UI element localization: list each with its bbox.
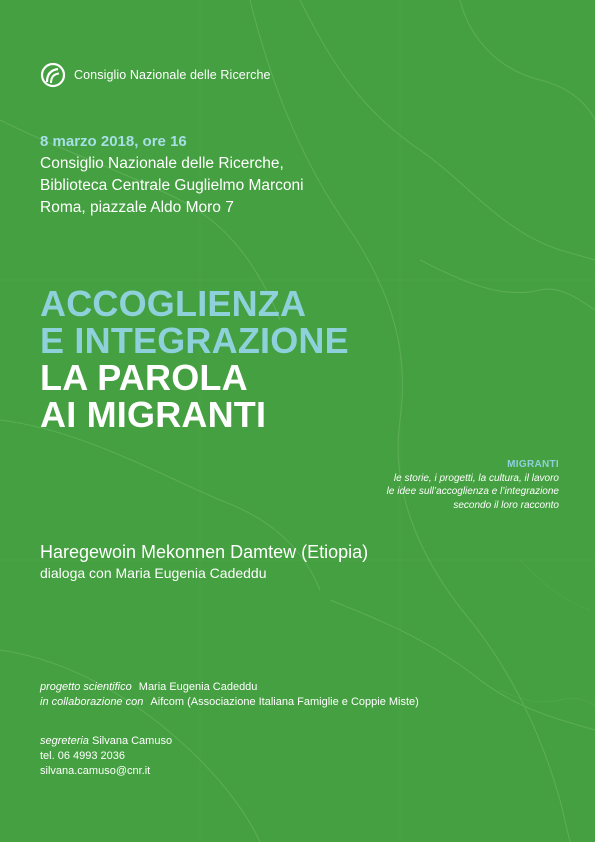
dialog-prefix: dialoga con xyxy=(40,565,112,581)
dialog-line xyxy=(40,564,368,583)
logo-text: Consiglio Nazionale delle Ricerche xyxy=(74,68,271,82)
contact-block xyxy=(40,734,172,779)
secretary-name: Silvana Camuso xyxy=(91,735,173,747)
title-line-3: LA PAROLA xyxy=(40,357,248,398)
collaboration-value: Aifcom (Associazione Italiana Famiglie e Coppie Miste) xyxy=(150,696,419,708)
collaboration-credit xyxy=(40,695,419,710)
title-line-2: E INTEGRAZIONE xyxy=(40,320,349,361)
series-description xyxy=(387,458,559,512)
venue-line-1: Consiglio Nazionale delle Ricerche, xyxy=(40,155,284,172)
series-line-3: secondo il loro racconto xyxy=(453,499,559,511)
scientific-value: Maria Eugenia Cadeddu xyxy=(138,681,258,693)
cnr-logo xyxy=(40,62,271,88)
secretary-label: segreteria xyxy=(40,735,89,747)
moderator-name: Maria Eugenia Cadeddu xyxy=(115,565,267,581)
email-address: silvana.camuso@cnr.it xyxy=(40,765,151,777)
event-date: 8 marzo 2018, ore 16 xyxy=(40,133,187,150)
phone-number: tel. 06 4993 2036 xyxy=(40,750,126,762)
secretary-line xyxy=(40,734,172,749)
title-line-4: AI MIGRANTI xyxy=(40,394,267,435)
poster-title xyxy=(40,285,349,433)
title-line-1: ACCOGLIENZA xyxy=(40,283,307,324)
collaboration-label: in collaborazione con xyxy=(40,696,144,708)
venue-line-3: Roma, piazzale Aldo Moro 7 xyxy=(40,199,234,216)
series-line-1: le storie, i progetti, la cultura, il lavoro xyxy=(393,472,559,484)
scientific-credit xyxy=(40,680,419,695)
series-line-2: le idee sull’accoglienza e l’integrazione xyxy=(386,486,559,497)
speaker-name: Haregewoin Mekonnen Damtew (Etiopia) xyxy=(40,542,369,562)
event-info xyxy=(40,131,304,219)
credits-block xyxy=(40,680,419,710)
speaker-block xyxy=(40,540,368,583)
cnr-logo-icon xyxy=(40,62,66,88)
series-heading: MIGRANTI xyxy=(507,459,559,470)
scientific-label: progetto scientifico xyxy=(40,681,132,693)
venue-line-2: Biblioteca Centrale Guglielmo Marconi xyxy=(40,177,304,194)
